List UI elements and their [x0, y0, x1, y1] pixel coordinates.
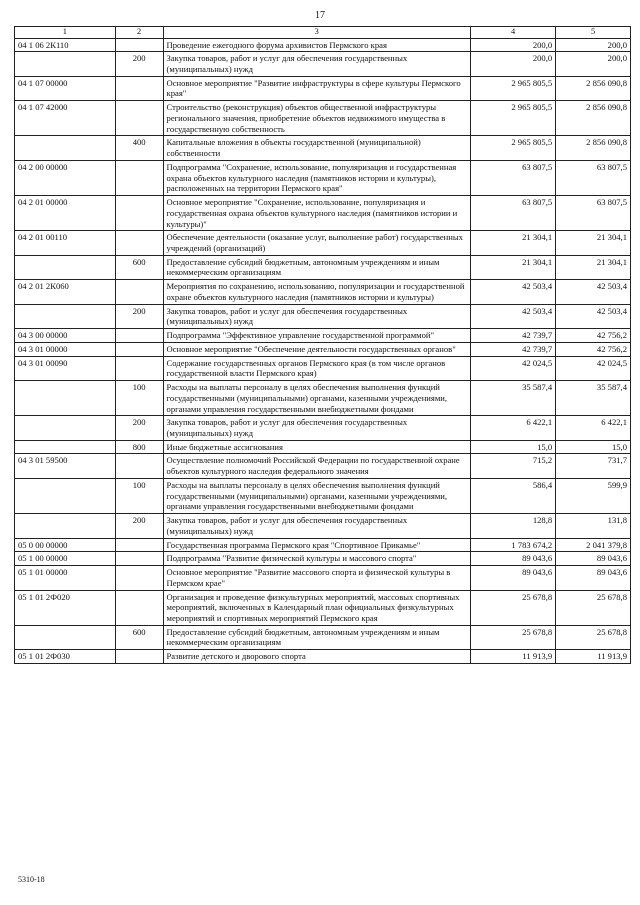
row-expense-type	[115, 76, 163, 100]
row-value-year-1: 2 965 805,5	[471, 136, 556, 160]
row-code: 04 2 01 00110	[15, 231, 116, 255]
row-value-year-2: 42 756,2	[556, 342, 631, 356]
row-name: Закупка товаров, работ и услуг для обеспечения государственных (муниципальных) нужд	[163, 304, 470, 328]
row-name: Подпрограмма "Сохранение, использование, популяризация и государственная охрана объектов культурного наследия (памятников истории и культуры), расположенных на территории Пермского края"	[163, 160, 470, 195]
row-expense-type	[115, 590, 163, 625]
row-value-year-1: 200,0	[471, 52, 556, 76]
row-value-year-1: 42 739,7	[471, 342, 556, 356]
row-expense-type	[115, 342, 163, 356]
row-value-year-2: 599,9	[556, 478, 631, 513]
row-value-year-2: 131,8	[556, 514, 631, 538]
row-value-year-1: 63 807,5	[471, 196, 556, 231]
row-code: 05 0 00 00000	[15, 538, 116, 552]
row-value-year-2: 2 856 090,8	[556, 101, 631, 136]
row-code	[15, 416, 116, 440]
table-row	[15, 196, 631, 231]
row-code: 04 1 06 2К110	[15, 38, 116, 52]
row-value-year-1: 63 807,5	[471, 160, 556, 195]
table-row	[15, 514, 631, 538]
table-row	[15, 566, 631, 590]
row-expense-type	[115, 160, 163, 195]
row-expense-type	[115, 280, 163, 304]
row-value-year-1: 89 043,6	[471, 552, 556, 566]
row-expense-type: 100	[115, 478, 163, 513]
row-name: Государственная программа Пермского края "Спортивное Прикамье"	[163, 538, 470, 552]
row-value-year-2: 21 304,1	[556, 231, 631, 255]
row-name: Подпрограмма "Развитие физической культуры и массового спорта"	[163, 552, 470, 566]
row-name: Обеспечение деятельности (оказание услуг, выполнение работ) государственных учреждений (организаций)	[163, 231, 470, 255]
row-value-year-2: 2 856 090,8	[556, 76, 631, 100]
row-expense-type	[115, 101, 163, 136]
row-code	[15, 625, 116, 649]
header-col-1: 1	[15, 27, 116, 39]
row-value-year-1: 42 503,4	[471, 304, 556, 328]
row-value-year-1: 15,0	[471, 440, 556, 454]
row-name: Основное мероприятие "Сохранение, использование, популяризация и государственная охрана объектов культурного наследия (памятников истории и культуры)"	[163, 196, 470, 231]
row-value-year-1: 42 024,5	[471, 356, 556, 380]
row-code: 04 2 01 00000	[15, 196, 116, 231]
row-name: Строительство (реконструкция) объектов общественной инфраструктуры регионального значения, приобретение объектов недвижимого имущества в государственную собственность	[163, 101, 470, 136]
row-value-year-1: 42 503,4	[471, 280, 556, 304]
row-value-year-2: 11 913,9	[556, 650, 631, 664]
row-value-year-2: 25 678,8	[556, 590, 631, 625]
table-row	[15, 52, 631, 76]
row-expense-type: 200	[115, 416, 163, 440]
row-name: Предоставление субсидий бюджетным, автономным учреждениям и иным некоммерческим организациям	[163, 255, 470, 279]
row-value-year-1: 42 739,7	[471, 329, 556, 343]
row-value-year-2: 2 041 379,8	[556, 538, 631, 552]
row-code	[15, 52, 116, 76]
row-value-year-1: 25 678,8	[471, 590, 556, 625]
row-value-year-1: 25 678,8	[471, 625, 556, 649]
row-value-year-2: 42 024,5	[556, 356, 631, 380]
header-col-3: 3	[163, 27, 470, 39]
table-row	[15, 454, 631, 478]
row-value-year-2: 200,0	[556, 38, 631, 52]
row-expense-type: 100	[115, 381, 163, 416]
row-value-year-2: 731,7	[556, 454, 631, 478]
row-expense-type	[115, 566, 163, 590]
table-row	[15, 329, 631, 343]
table-row	[15, 231, 631, 255]
row-name: Закупка товаров, работ и услуг для обеспечения государственных (муниципальных) нужд	[163, 52, 470, 76]
row-value-year-1: 6 422,1	[471, 416, 556, 440]
table-row	[15, 136, 631, 160]
row-name: Проведение ежегодного форума архивистов Пермского края	[163, 38, 470, 52]
row-expense-type: 200	[115, 514, 163, 538]
row-value-year-1: 715,2	[471, 454, 556, 478]
header-row	[15, 27, 631, 39]
row-expense-type: 400	[115, 136, 163, 160]
row-name: Мероприятия по сохранению, использованию, популяризации и государственной охране объектов культурного наследия (памятников истории и культуры)	[163, 280, 470, 304]
header-col-4: 4	[471, 27, 556, 39]
row-expense-type	[115, 454, 163, 478]
row-name: Организация и проведение физкультурных мероприятий, массовых спортивных мероприятий, включенных в Календарный план официальных физкультурных мероприятий и спортивных мероприятий Пермского края	[163, 590, 470, 625]
row-name: Подпрограмма "Эффективное управление государственной программой"	[163, 329, 470, 343]
row-value-year-1: 200,0	[471, 38, 556, 52]
row-value-year-2: 15,0	[556, 440, 631, 454]
row-expense-type	[115, 552, 163, 566]
page-number: 17	[315, 10, 325, 21]
row-value-year-1: 35 587,4	[471, 381, 556, 416]
table-row	[15, 280, 631, 304]
row-expense-type	[115, 650, 163, 664]
row-code: 05 1 00 00000	[15, 552, 116, 566]
row-code: 04 2 01 2К060	[15, 280, 116, 304]
row-code	[15, 440, 116, 454]
row-code: 04 3 00 00000	[15, 329, 116, 343]
row-expense-type	[115, 356, 163, 380]
table-row	[15, 160, 631, 195]
row-name: Иные бюджетные ассигнования	[163, 440, 470, 454]
row-expense-type: 200	[115, 52, 163, 76]
table-row	[15, 304, 631, 328]
row-code	[15, 514, 116, 538]
table-row	[15, 255, 631, 279]
row-expense-type	[115, 196, 163, 231]
table-row	[15, 38, 631, 52]
document-code: 5310-18	[18, 875, 45, 884]
row-name: Расходы на выплаты персоналу в целях обеспечения выполнения функций государственными (муниципальными) органами, казенными учреждениями, органами управления государственными внебюджетными фондами	[163, 478, 470, 513]
row-value-year-2: 42 503,4	[556, 280, 631, 304]
row-code: 05 1 01 2Ф030	[15, 650, 116, 664]
table-row	[15, 381, 631, 416]
row-code: 05 1 01 00000	[15, 566, 116, 590]
row-name: Закупка товаров, работ и услуг для обеспечения государственных (муниципальных) нужд	[163, 416, 470, 440]
row-value-year-2: 42 503,4	[556, 304, 631, 328]
row-value-year-2: 2 856 090,8	[556, 136, 631, 160]
row-code: 04 1 07 00000	[15, 76, 116, 100]
row-code: 04 3 01 00000	[15, 342, 116, 356]
row-name: Основное мероприятие "Развитие массового спорта и физической культуры в Пермском крае"	[163, 566, 470, 590]
row-value-year-2: 42 756,2	[556, 329, 631, 343]
budget-table	[14, 26, 631, 664]
row-name: Содержание государственных органов Пермского края (в том числе органов государственной власти Пермского края)	[163, 356, 470, 380]
row-value-year-2: 89 043,6	[556, 552, 631, 566]
row-name: Закупка товаров, работ и услуг для обеспечения государственных (муниципальных) нужд	[163, 514, 470, 538]
row-code	[15, 136, 116, 160]
row-expense-type: 600	[115, 255, 163, 279]
table-row	[15, 552, 631, 566]
row-name: Основное мероприятие "Обеспечение деятельности государственных органов"	[163, 342, 470, 356]
row-expense-type: 200	[115, 304, 163, 328]
row-name: Предоставление субсидий бюджетным, автономным учреждениям и иным некоммерческим организациям	[163, 625, 470, 649]
row-code: 04 1 07 42000	[15, 101, 116, 136]
row-code: 04 3 01 59500	[15, 454, 116, 478]
row-value-year-1: 21 304,1	[471, 255, 556, 279]
table-row	[15, 650, 631, 664]
row-value-year-2: 21 304,1	[556, 255, 631, 279]
row-expense-type	[115, 38, 163, 52]
row-value-year-2: 200,0	[556, 52, 631, 76]
row-value-year-2: 89 043,6	[556, 566, 631, 590]
row-code	[15, 381, 116, 416]
row-code	[15, 255, 116, 279]
row-expense-type: 600	[115, 625, 163, 649]
table-row	[15, 101, 631, 136]
row-name: Развитие детского и дворового спорта	[163, 650, 470, 664]
row-code	[15, 478, 116, 513]
row-value-year-2: 25 678,8	[556, 625, 631, 649]
header-col-5: 5	[556, 27, 631, 39]
row-name: Основное мероприятие "Развитие инфраструктуры в сфере культуры Пермского края"	[163, 76, 470, 100]
table-row	[15, 590, 631, 625]
row-expense-type	[115, 538, 163, 552]
row-code: 04 2 00 00000	[15, 160, 116, 195]
row-value-year-1: 21 304,1	[471, 231, 556, 255]
row-expense-type: 800	[115, 440, 163, 454]
row-expense-type	[115, 231, 163, 255]
table-row	[15, 440, 631, 454]
table-body	[15, 38, 631, 663]
table-row	[15, 478, 631, 513]
row-code: 04 3 01 00090	[15, 356, 116, 380]
table-row	[15, 76, 631, 100]
row-value-year-1: 2 965 805,5	[471, 101, 556, 136]
row-name: Капитальные вложения в объекты государственной (муниципальной) собственности	[163, 136, 470, 160]
row-name: Осуществление полномочий Российской Федерации по государственной охране объектов культурного наследия федерального значения	[163, 454, 470, 478]
row-value-year-1: 1 783 674,2	[471, 538, 556, 552]
row-code: 05 1 01 2Ф020	[15, 590, 116, 625]
row-value-year-2: 63 807,5	[556, 160, 631, 195]
row-code	[15, 304, 116, 328]
row-value-year-1: 11 913,9	[471, 650, 556, 664]
row-name: Расходы на выплаты персоналу в целях обеспечения выполнения функций государственными (муниципальными) органами, казенными учреждениями, органами управления государственными внебюджетными фондами	[163, 381, 470, 416]
header-col-2: 2	[115, 27, 163, 39]
table-row	[15, 342, 631, 356]
table-row	[15, 356, 631, 380]
row-value-year-2: 35 587,4	[556, 381, 631, 416]
row-value-year-2: 63 807,5	[556, 196, 631, 231]
row-value-year-2: 6 422,1	[556, 416, 631, 440]
table-row	[15, 538, 631, 552]
row-value-year-1: 2 965 805,5	[471, 76, 556, 100]
table-row	[15, 416, 631, 440]
table-row	[15, 625, 631, 649]
row-value-year-1: 586,4	[471, 478, 556, 513]
row-value-year-1: 89 043,6	[471, 566, 556, 590]
row-expense-type	[115, 329, 163, 343]
row-value-year-1: 128,8	[471, 514, 556, 538]
